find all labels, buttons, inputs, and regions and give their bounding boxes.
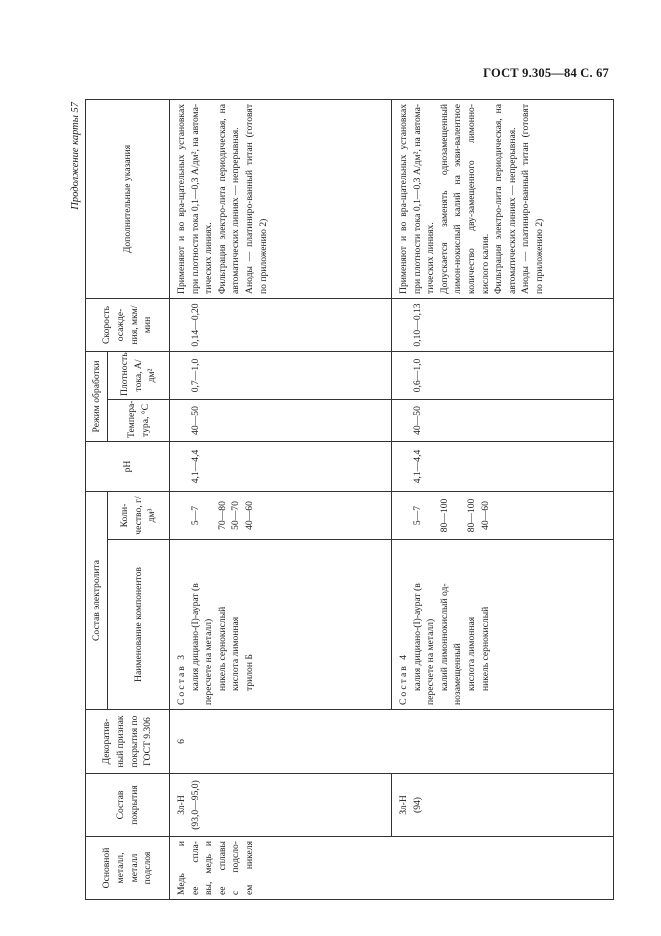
col-mode: Режим обработки bbox=[86, 351, 108, 441]
quantity-value: 70—80 bbox=[216, 501, 228, 530]
quantity-value: 40—60 bbox=[244, 501, 256, 530]
col-component-name: Наименование компонентов bbox=[108, 540, 170, 710]
note-paragraph: Допускается заменять однозамещенный лимон-нокислый калий на экви-валентное количество дву-замещенного лимонно-кислого калия. bbox=[438, 103, 491, 294]
base-line: с подсло- bbox=[230, 841, 242, 895]
temperature-cell bbox=[392, 399, 614, 441]
rotated-table-frame bbox=[85, 100, 613, 900]
notes-cell bbox=[170, 99, 392, 298]
component-name: калия дициано-(I)-аурат (в bbox=[189, 583, 201, 691]
col-base-metal: Основной металл, металл подслоя bbox=[86, 837, 170, 900]
current-density-value: 0,6—1,0 bbox=[411, 358, 423, 393]
quantity-cell bbox=[170, 491, 392, 539]
col-deposition-rate: Скорость осажде-ния, мкм/мин bbox=[86, 298, 170, 351]
component-name: калия дициано-(I)-аурат (в bbox=[411, 583, 423, 691]
coating-cell bbox=[170, 774, 392, 837]
base-line: ем никеля bbox=[244, 841, 256, 895]
note-paragraph: Фильтрация электро-лита периодическая, на автоматических линиях — непрерывная. bbox=[216, 103, 242, 294]
table-row bbox=[392, 99, 614, 899]
quantity-value: 80—100 bbox=[438, 498, 450, 533]
base-line: ее сплавы bbox=[216, 841, 228, 895]
quantity-cell bbox=[392, 491, 614, 539]
component-name: калий лимоннокислый од- bbox=[438, 583, 450, 691]
deposition-rate-value: 0,10—0,13 bbox=[411, 303, 423, 347]
components-cell bbox=[170, 540, 392, 710]
table-row bbox=[170, 99, 392, 899]
base-metal-cell bbox=[170, 837, 614, 900]
note-paragraph: Аноды — платиниро-ванный титан (готовят по приложению 2) bbox=[520, 103, 546, 294]
component-name: кислота лимонная bbox=[466, 616, 478, 691]
quantity-value: 5—7 bbox=[189, 505, 201, 526]
composition-title: Состав 4 bbox=[398, 653, 409, 705]
col-current-density: Плотность тока, А/дм² bbox=[108, 351, 170, 399]
col-coating: Состав покрытия bbox=[86, 774, 170, 837]
deposition-rate-cell bbox=[170, 298, 392, 351]
quantity-value: 5—7 bbox=[411, 505, 423, 526]
ph-cell bbox=[170, 441, 392, 491]
col-notes: Дополнительные указания bbox=[86, 99, 170, 298]
current-density-value: 0,7—1,0 bbox=[189, 358, 201, 393]
coating-line: (94) bbox=[411, 797, 423, 813]
composition-title: Состав 3 bbox=[176, 653, 187, 705]
coating-line: (93,0—95,0) bbox=[189, 780, 201, 830]
component-name: пересчете на металл) bbox=[425, 618, 437, 705]
temperature-value: 40—50 bbox=[189, 406, 201, 435]
ph-value: 4,1—4,4 bbox=[411, 449, 423, 484]
components-cell bbox=[392, 540, 614, 710]
col-temperature: Темпера-тура, °С bbox=[108, 399, 170, 441]
component-name: пересчете на металл) bbox=[203, 618, 215, 705]
component-name: трилон Б bbox=[244, 654, 256, 691]
temperature-value: 40—50 bbox=[411, 406, 423, 435]
coating-line: Зл-Н bbox=[176, 795, 187, 815]
ph-cell bbox=[392, 441, 614, 491]
current-density-cell bbox=[170, 351, 392, 399]
quantity-value: 80—100 bbox=[466, 498, 478, 533]
quantity-value: 50—70 bbox=[230, 501, 242, 530]
base-line: ее спла- bbox=[189, 841, 201, 895]
ph-value: 4,1—4,4 bbox=[189, 449, 201, 484]
component-name: нозамещенный bbox=[452, 643, 464, 705]
base-line: Медь и bbox=[176, 841, 187, 895]
electrolyte-table bbox=[85, 99, 614, 900]
quantity-value: 40—60 bbox=[479, 501, 491, 530]
decorative-cell: 6 bbox=[170, 710, 614, 774]
note-paragraph: Применяют и во вра-щательных установках при плотности тока 0,1—0,3 А/дм², на автома-тических линиях. bbox=[176, 103, 215, 294]
deposition-rate-value: 0,14—0,20 bbox=[189, 303, 201, 347]
deposition-rate-cell bbox=[392, 298, 614, 351]
page-header: ГОСТ 9.305—84 С. 67 bbox=[483, 66, 609, 80]
current-density-cell bbox=[392, 351, 614, 399]
col-ph: pH bbox=[86, 441, 170, 491]
note-paragraph: Аноды — платиниро-ванный титан (готовят по приложению 2) bbox=[244, 103, 269, 294]
coating-line: Зл-Н bbox=[398, 795, 409, 815]
component-name: никель сернокислый bbox=[216, 606, 228, 691]
continuation-caption: Продолжение карты 57 bbox=[70, 102, 81, 210]
note-paragraph: Применяют и во вра-щательных установках при плотности тока 0,1—0,3 А/дм², на автома-тических линиях. bbox=[398, 103, 437, 294]
temperature-cell bbox=[170, 399, 392, 441]
notes-cell bbox=[392, 99, 614, 298]
component-name: никель сернокислый bbox=[479, 606, 491, 691]
col-decorative: Декоратив-ный признак покрытия по ГОСТ 9.306 bbox=[86, 710, 170, 774]
note-paragraph: Фильтрация электро-лита периодическая, на автоматических линиях — непрерывная. bbox=[493, 103, 518, 294]
coating-cell bbox=[392, 774, 614, 837]
col-quantity: Коли-чество, г/дм³ bbox=[108, 491, 170, 539]
base-line: вы, медь и bbox=[203, 841, 215, 895]
col-electrolyte: Состав электролита bbox=[86, 491, 108, 709]
component-name: кислота лимонная bbox=[230, 616, 242, 691]
